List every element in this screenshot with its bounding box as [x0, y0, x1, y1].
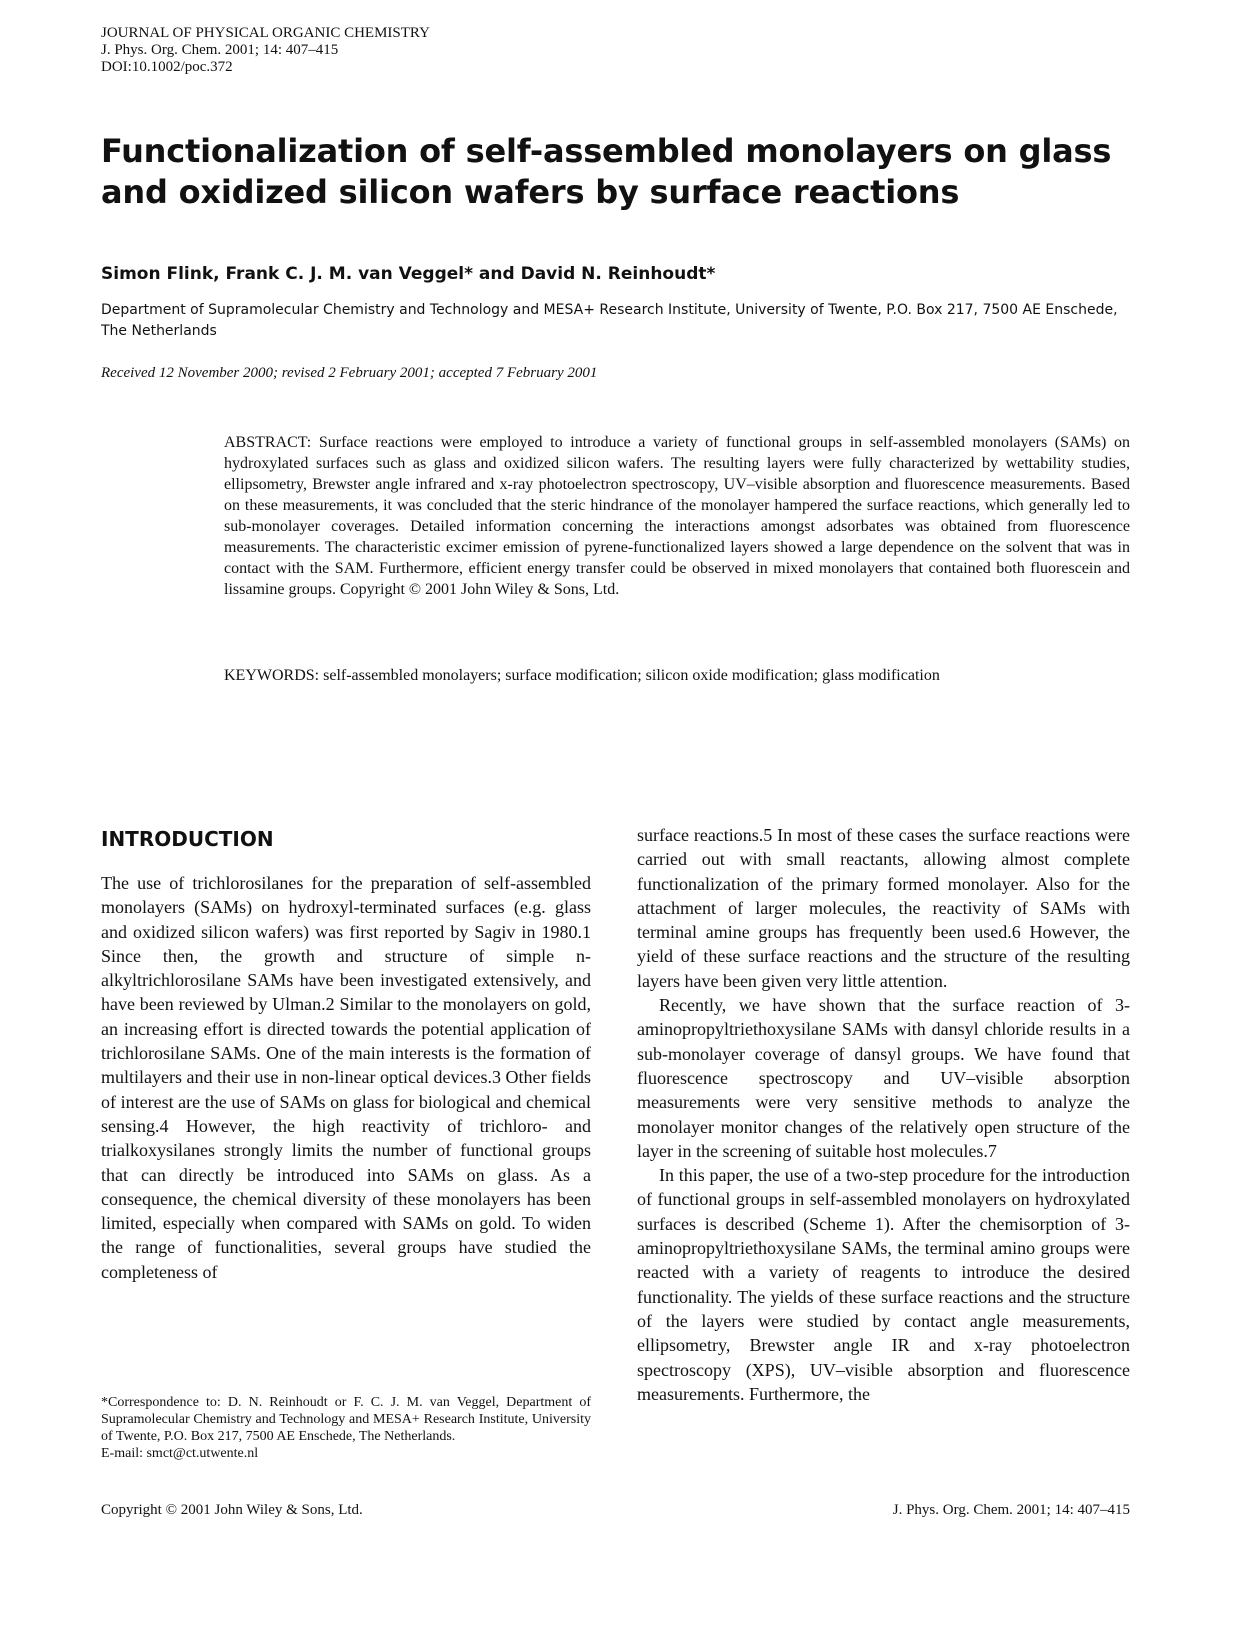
intro-paragraph-1: The use of trichlorosilanes for the preparation of self-assembled monolayers (SAMs) on hydroxyl-terminated surfaces (e.g. glass and oxidized silicon wafers) was first reported by Sagiv in 1980.1 Since then, the growth and structure of simple n-alkyltrichlorosilane SAMs have been investigated extensively, and have been reviewed by Ulman.2 Similar to the monolayers on gold, an increasing effort is directed towards the potential application of trichlorosilane SAMs. One of the main interests is the formation of multilayers and their use in non-linear optical devices.3 Other fields of interest are the use of SAMs on glass for biological and chemical sensing.4 However, the high reactivity of trichloro- and trialkoxysilanes strongly limits the number of functional groups that can directly be introduced into SAMs on glass. As a consequence, the chemical diversity of these monolayers has been limited, especially when compared with SAMs on gold. To widen the range of functionalities, several groups have studied the completeness of	[101, 873, 591, 1282]
intro-paragraph-2: surface reactions.5 In most of these cases the surface reactions were carried out with small reactants, allowing almost complete functionalization of the primary formed monolayer. Also for the attachment of larger molecules, the reactivity of SAMs with terminal amine groups has frequently been used.6 However, the yield of these surface reactions and the structure of the resulting layers have been given very little attention.	[637, 825, 1130, 991]
intro-right-column	[637, 823, 1130, 1406]
article-authors: Simon Flink, Frank C. J. M. van Veggel* and David N. Reinhoudt*	[101, 264, 716, 284]
keywords: KEYWORDS: self-assembled monolayers; surface modification; silicon oxide modification; glass modification	[224, 667, 940, 684]
journal-header	[101, 25, 430, 76]
article-affiliation: Department of Supramolecular Chemistry and Technology and MESA+ Research Institute, University of Twente, P.O. Box 217, 7500 AE Enschede, The Netherlands	[101, 302, 1118, 339]
abstract: ABSTRACT: Surface reactions were employed to introduce a variety of functional groups in self-assembled monolayers (SAMs) on hydroxylated surfaces such as glass and oxidized silicon wafers. The resulting layers were fully characterized by wettability studies, ellipsometry, Brewster angle infrared and x-ray photoelectron spectroscopy, UV–visible absorption and fluorescence measurements. Based on these measurements, it was concluded that the steric hindrance of the monolayer hampered the surface reactions, which generally led to sub-monolayer coverages. Detailed information concerning the interactions amongst adsorbates was obtained from fluorescence measurements. The characteristic excimer emission of pyrene-functionalized layers showed a large dependence on the solvent that was in contact with the SAM. Furthermore, efficient energy transfer could be observed in mixed monolayers that contained both fluorescein and lissamine groups. Copyright © 2001 John Wiley & Sons, Ltd.	[224, 434, 1130, 598]
intro-paragraph-4: In this paper, the use of a two-step procedure for the introduction of functional groups in self-assembled monolayers on hydroxylated surfaces is described (Scheme 1). After the chemisorption of 3-aminopropyltriethoxysilane SAMs, the terminal amino groups were reacted with a variety of reagents to introduce the desired functionality. The yields of these surface reactions and the structure of the layers were studied by contact angle measurements, ellipsometry, Brewster angle IR and x-ray photoelectron spectroscopy (XPS), UV–visible absorption and fluorescence measurements. Furthermore, the	[637, 1165, 1130, 1404]
journal-name: JOURNAL OF PHYSICAL ORGANIC CHEMISTRY	[101, 25, 430, 41]
journal-doi: DOI:10.1002/poc.372	[101, 59, 233, 75]
correspondence-text: *Correspondence to: D. N. Reinhoudt or F. C. J. M. van Veggel, Department of Supramolecular Chemistry and Technology and MESA+ Research Institute, University of Twente, P.O. Box 217, 7500 AE Enschede, The Netherlands.	[101, 1395, 591, 1444]
journal-citation: J. Phys. Org. Chem. 2001; 14: 407–415	[101, 42, 339, 58]
article-title: Functionalization of self-assembled monolayers on glass and oxidized silicon wafers by surface reactions	[101, 132, 1112, 211]
correspondence-email: E-mail: smct@ct.utwente.nl	[101, 1446, 259, 1461]
section-heading-introduction: INTRODUCTION	[101, 827, 274, 851]
correspondence-footnote	[101, 1394, 591, 1462]
intro-paragraph-3: Recently, we have shown that the surface reaction of 3-aminopropyltriethoxysilane SAMs with dansyl chloride results in a sub-monolayer coverage of dansyl groups. We have found that fluorescence spectroscopy and UV–visible absorption measurements were very sensitive methods to analyze the monolayer monitor changes of the relatively open structure of the layer in the screening of suitable host molecules.7	[637, 995, 1130, 1161]
footer-citation: J. Phys. Org. Chem. 2001; 14: 407–415	[892, 1502, 1130, 1518]
received-dates: Received 12 November 2000; revised 2 February 2001; accepted 7 February 2001	[101, 365, 598, 381]
intro-left-column	[101, 871, 591, 1284]
footer-copyright: Copyright © 2001 John Wiley & Sons, Ltd.	[101, 1502, 363, 1518]
